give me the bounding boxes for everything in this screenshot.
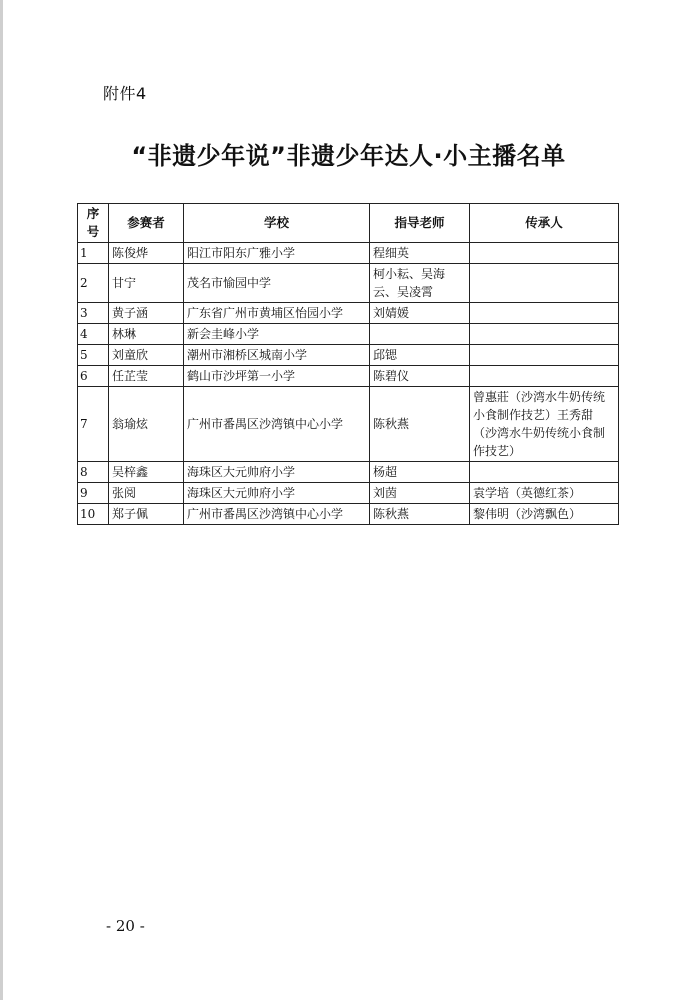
cell-school: 潮州市湘桥区城南小学	[184, 345, 370, 366]
table-row	[78, 387, 619, 462]
header-school: 学校	[184, 204, 370, 243]
roster-table	[77, 203, 619, 525]
table-row	[78, 483, 619, 504]
cell-participant: 刘童欣	[109, 345, 184, 366]
cell-teacher: 刘茵	[370, 483, 470, 504]
cell-teacher: 陈碧仪	[370, 366, 470, 387]
cell-participant: 黄子涵	[109, 303, 184, 324]
cell-inheritor	[470, 366, 619, 387]
cell-number: 7	[78, 387, 109, 462]
cell-school: 茂名市愉园中学	[184, 264, 370, 303]
table-row	[78, 504, 619, 525]
cell-inheritor: 袁学培（英德红茶）	[470, 483, 619, 504]
cell-participant: 任芷莹	[109, 366, 184, 387]
cell-number: 10	[78, 504, 109, 525]
header-inheritor: 传承人	[470, 204, 619, 243]
page-number: - 20 -	[106, 917, 145, 935]
cell-teacher: 柯小耘、吴海云、吴凌霄	[370, 264, 470, 303]
header-number: 序号	[78, 204, 109, 243]
attachment-label: 附件4	[103, 84, 147, 103]
header-participant: 参赛者	[109, 204, 184, 243]
cell-number: 6	[78, 366, 109, 387]
cell-school: 海珠区大元帅府小学	[184, 483, 370, 504]
cell-school: 新会圭峰小学	[184, 324, 370, 345]
cell-number: 9	[78, 483, 109, 504]
cell-number: 8	[78, 462, 109, 483]
cell-inheritor	[470, 462, 619, 483]
cell-number: 3	[78, 303, 109, 324]
cell-school: 海珠区大元帅府小学	[184, 462, 370, 483]
cell-school: 阳江市阳东广雅小学	[184, 243, 370, 264]
table-row	[78, 345, 619, 366]
cell-participant: 林琳	[109, 324, 184, 345]
table-row	[78, 462, 619, 483]
cell-inheritor	[470, 345, 619, 366]
table-row	[78, 264, 619, 303]
cell-school: 广州市番禺区沙湾镇中心小学	[184, 504, 370, 525]
cell-teacher	[370, 324, 470, 345]
cell-participant: 甘宁	[109, 264, 184, 303]
cell-school: 广州市番禺区沙湾镇中心小学	[184, 387, 370, 462]
cell-participant: 陈俊烨	[109, 243, 184, 264]
table-header-row	[78, 204, 619, 243]
cell-school: 广东省广州市黄埔区怡园小学	[184, 303, 370, 324]
page-title: “非遗少年说”非遗少年达人·小主播名单	[131, 142, 566, 170]
table-row	[78, 303, 619, 324]
cell-inheritor	[470, 324, 619, 345]
cell-inheritor: 曾惠莊（沙湾水牛奶传统小食制作技艺）王秀甜（沙湾水牛奶传统小食制作技艺）	[470, 387, 619, 462]
cell-teacher: 陈秋燕	[370, 387, 470, 462]
table-row	[78, 366, 619, 387]
cell-participant: 郑子佩	[109, 504, 184, 525]
cell-number: 4	[78, 324, 109, 345]
cell-inheritor: 黎伟明（沙湾飘色）	[470, 504, 619, 525]
cell-number: 1	[78, 243, 109, 264]
cell-teacher: 陈秋燕	[370, 504, 470, 525]
cell-inheritor	[470, 243, 619, 264]
cell-participant: 吴梓鑫	[109, 462, 184, 483]
cell-teacher: 程细英	[370, 243, 470, 264]
cell-number: 2	[78, 264, 109, 303]
cell-participant: 张阅	[109, 483, 184, 504]
header-teacher: 指导老师	[370, 204, 470, 243]
cell-inheritor	[470, 264, 619, 303]
table-row	[78, 243, 619, 264]
cell-school: 鹤山市沙坪第一小学	[184, 366, 370, 387]
cell-participant: 翁瑜炫	[109, 387, 184, 462]
cell-number: 5	[78, 345, 109, 366]
table-row	[78, 324, 619, 345]
cell-teacher: 杨超	[370, 462, 470, 483]
cell-teacher: 刘婧媛	[370, 303, 470, 324]
cell-inheritor	[470, 303, 619, 324]
cell-teacher: 邱锶	[370, 345, 470, 366]
